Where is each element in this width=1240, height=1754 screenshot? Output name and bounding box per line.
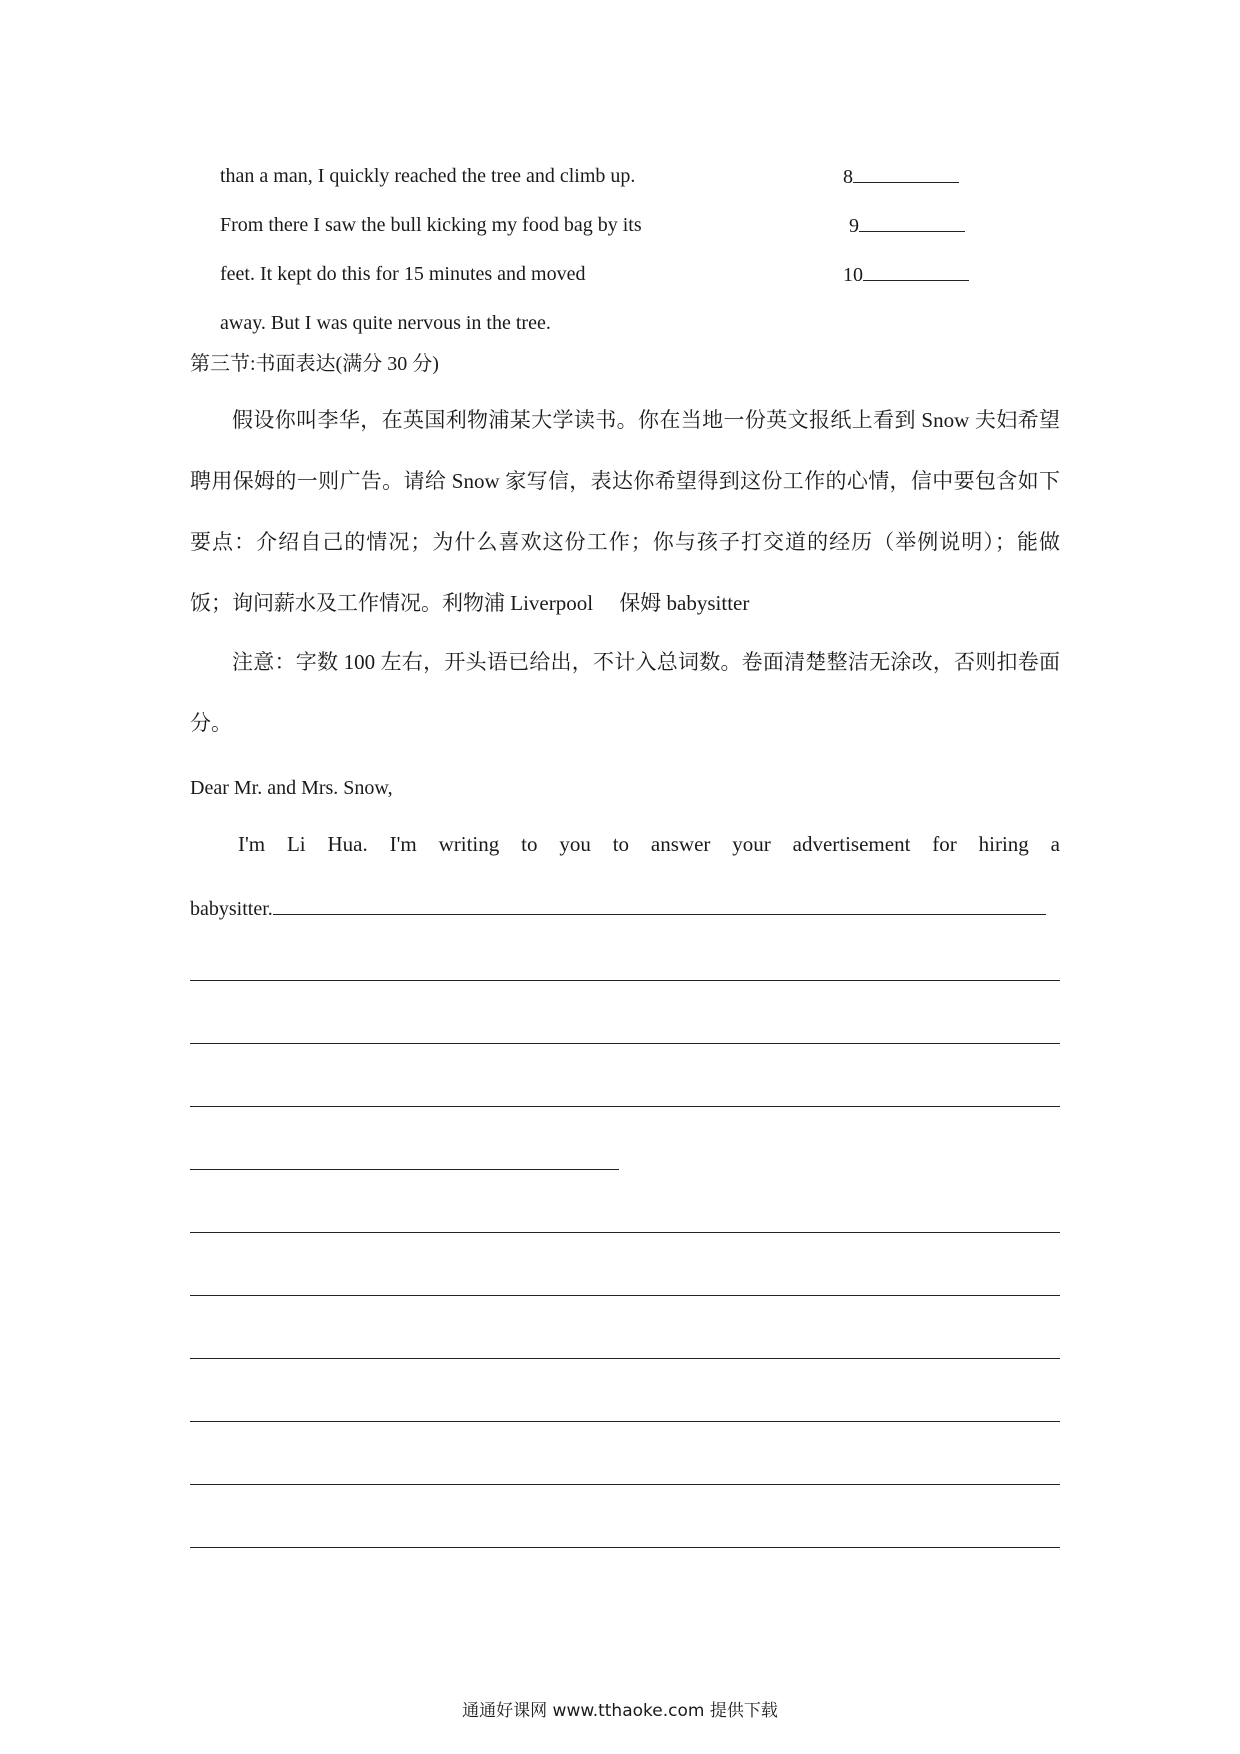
writing-line[interactable] <box>190 1421 1060 1422</box>
writing-line[interactable] <box>190 1358 1060 1359</box>
writing-line[interactable] <box>190 1106 1060 1107</box>
writing-line[interactable] <box>190 1232 1060 1233</box>
letter-first-writing-line[interactable] <box>190 896 1046 921</box>
writing-note <box>190 632 1060 754</box>
blank-underline <box>853 164 959 183</box>
passage-line-2: From there I saw the bull kicking my food bag by its <box>220 214 642 236</box>
letter-greeting: Dear Mr. and Mrs. Snow, <box>190 777 393 799</box>
passage-line-4: away. But I was quite nervous in the tree. <box>220 312 551 334</box>
writing-line[interactable] <box>190 1295 1060 1296</box>
page-footer: 通通好课网 www.tthaoke.com 提供下载 <box>462 1701 778 1721</box>
answer-blank-8[interactable] <box>843 164 959 189</box>
section-title: 第三节:书面表达(满分 30 分) <box>190 353 439 375</box>
writing-line[interactable] <box>190 1484 1060 1485</box>
writing-underline <box>273 896 1046 915</box>
writing-line-short[interactable] <box>190 1169 619 1170</box>
blank-underline <box>859 213 965 232</box>
blank-number: 9 <box>849 215 859 237</box>
letter-continuation: babysitter. <box>190 898 273 920</box>
note-text: 注意：字数 100 左右，开头语已给出，不计入总词数。卷面清楚整洁无涂改，否则扣卷面分。 <box>190 650 1060 735</box>
answer-blank-9[interactable] <box>849 213 965 238</box>
passage-line-1: than a man, I quickly reached the tree and climb up. <box>220 165 636 187</box>
blank-number: 8 <box>843 166 853 188</box>
answer-blank-10[interactable] <box>843 262 969 287</box>
letter-opening: I'm Li Hua. I'm writing to you to answer your advertisement for hiring a <box>238 832 1060 856</box>
writing-line[interactable] <box>190 1043 1060 1044</box>
prompt-text: 假设你叫李华，在英国利物浦某大学读书。你在当地一份英文报纸上看到 Snow 夫妇希望聘用保姆的一则广告。请给 Snow 家写信，表达你希望得到这份工作的心情，信中要包含如下要点：介绍自己的情况；为什么喜欢这份工作；你与孩子打交道的经历（举例说明）；能做饭；询问薪水及工作情况。利物浦 Liverpool 保姆 babysitter <box>190 408 1060 615</box>
passage-line-3: feet. It kept do this for 15 minutes and moved <box>220 263 586 285</box>
writing-line[interactable] <box>190 980 1060 981</box>
blank-number: 10 <box>843 264 863 286</box>
writing-prompt <box>190 390 1060 634</box>
blank-underline <box>863 262 969 281</box>
writing-line[interactable] <box>190 1547 1060 1548</box>
